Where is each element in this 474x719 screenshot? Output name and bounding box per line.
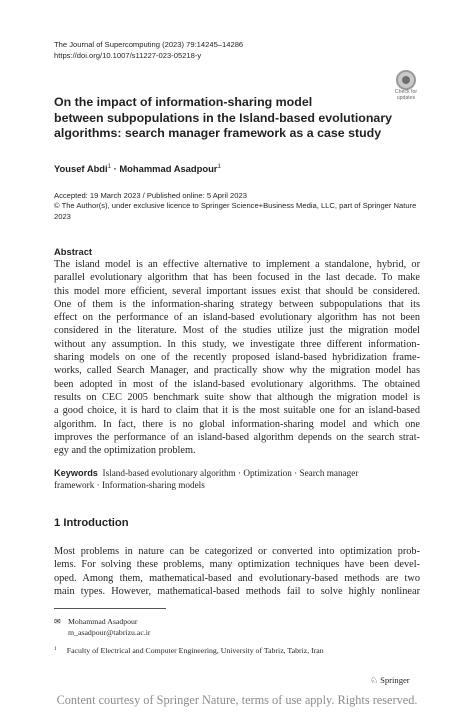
crossmark-icon	[396, 70, 416, 90]
publication-dates: Accepted: 19 March 2023 / Published online: 5 April 2023	[54, 191, 247, 200]
author-list	[54, 163, 221, 174]
doi-link[interactable]: https://doi.org/10.1007/s11227-023-05218-y	[54, 50, 202, 60]
abstract-line: been adopted in most of the island-based evolutionary algorithms. The obtained	[54, 378, 420, 390]
journal-citation: The Journal of Supercomputing (2023) 79:14245–14286	[54, 40, 244, 49]
introduction-text	[54, 545, 420, 599]
paper-title	[54, 95, 393, 142]
abstract-line: effect on the performance of an island-based evolutionary algorithm has not been	[54, 312, 420, 324]
keywords-label: Keywords	[54, 468, 98, 478]
journal-header	[54, 40, 243, 61]
keywords	[54, 467, 420, 492]
abstract-line: this model more efficient, several important issues exist that should be considered.	[54, 285, 420, 297]
abstract-heading: Abstract	[54, 246, 93, 257]
body-line: lems. For solving these problems, many optimization techniques have been devel-	[54, 559, 420, 571]
keywords-list: Island-based evolutionary algorithm · Optimization · Search manager	[102, 468, 359, 478]
title-line: algorithms: search manager framework as a case study	[54, 126, 382, 141]
envelope-icon: ✉	[54, 617, 61, 626]
abstract-line: algorithm. In fact, there is no global information-sharing model and which one	[54, 418, 420, 430]
body-line: Most problems in nature can be categorized or converted into optimization prob-	[54, 546, 420, 557]
footnote-divider	[54, 608, 166, 609]
springer-horse-icon: ♘	[370, 675, 379, 685]
copyright-line: © The Author(s), under exclusive licence to Springer Science+Business Media, LLC, part of Springer Nature	[54, 201, 417, 211]
abstract-line: without any assumption. In this study, we investigate three different information-	[54, 338, 420, 350]
abstract-line: sharing models on one of the recently proposed island-based hybridization frame-	[54, 352, 420, 364]
author-name[interactable]: Yousef Abdi	[54, 163, 108, 174]
abstract-line: a good choice, it is hard to claim that it is the most suitable one for an island-based	[54, 405, 420, 417]
abstract-line: egy and the optimization problem.	[54, 445, 196, 457]
author-affiliation-mark: 1	[217, 164, 221, 170]
author-affiliation-mark: 1	[107, 164, 111, 170]
abstract-line: results on CEC 2005 benchmark suite show that although the migration model is	[54, 391, 420, 403]
affiliation	[54, 646, 324, 655]
abstract-line: One of them is the information-sharing strategy between subpopulations that its	[54, 298, 420, 310]
abstract-line: works, called Search Manager, and practically show why the migration model has	[54, 365, 420, 377]
abstract-line: considered in the literature. Most of the studies utilize just the migration model	[54, 325, 420, 337]
section-heading-introduction: 1 Introduction	[54, 517, 129, 529]
keywords-list: framework · Information-sharing models	[54, 480, 205, 491]
title-line: between subpopulations in the Island-based evolutionary	[54, 110, 393, 125]
publication-info	[54, 191, 434, 222]
affiliation-text: Faculty of Electrical and Computer Engineering, University of Tabriz, Tabriz, Iran	[66, 646, 324, 655]
contact-email[interactable]: m_asadpour@tabrizu.ac.ir	[68, 627, 151, 637]
title-line: On the impact of information-sharing model	[54, 95, 313, 109]
publisher-logo	[370, 675, 410, 686]
author-separator: ·	[111, 163, 120, 174]
body-line: main types. However, mathematical-based methods fail to solve highly nonlinear	[54, 586, 420, 598]
author-name[interactable]: Mohammad Asadpour	[119, 163, 218, 174]
check-for-updates-badge[interactable]: Check for updates	[388, 70, 424, 102]
publisher-name: Springer	[380, 675, 410, 685]
abstract-text	[54, 258, 420, 457]
affiliation-mark: 1	[54, 646, 57, 652]
abstract-line: improves the performance of an island-based algorithm depends on the search strat-	[54, 431, 420, 443]
body-line: oped. Among them, mathematical-based and evolutionary-based methods are two	[54, 572, 420, 584]
abstract-line: The island model is an effective alternative to implement a standalone, hybrid, or	[54, 259, 420, 270]
abstract-line: parallel evolutionary algorithm that has been focused in the last decade. To make	[54, 272, 420, 284]
courtesy-watermark: Content courtesy of Springer Nature, terms of use apply. Rights reserved.	[56, 693, 418, 707]
copyright-year: 2023	[54, 211, 71, 221]
contact-name: Mohammad Asadpour	[68, 617, 138, 626]
